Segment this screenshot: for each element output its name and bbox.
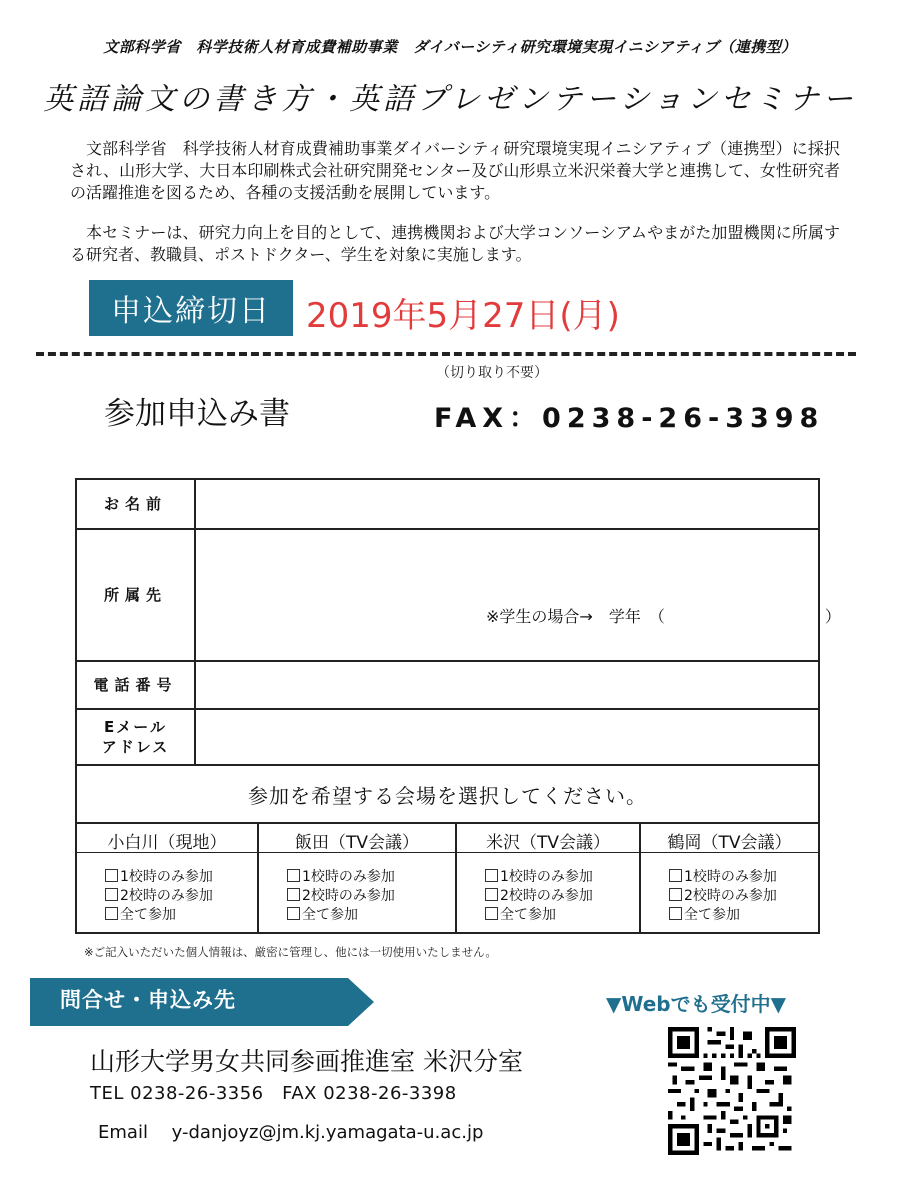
cut-note: （切り取り不要）: [436, 365, 548, 381]
form-title: 参加申込み書: [104, 396, 290, 432]
form-row-venue-prompt: [77, 766, 818, 824]
email-label: [77, 710, 196, 764]
venue-options: [641, 868, 818, 925]
tel-fax-line: TEL 0238-26-3356 FAX 0238-26-3398: [90, 1083, 457, 1104]
intro-paragraph-1: 文部科学省 科学技術人材育成費補助事業ダイバーシティ研究環境実現イニシアティブ（連携型）に採択され、山形大学、大日本印刷株式会社研究開発センター及び山形県立米沢栄養大学と連携して、女性研究者の活躍推進を図るため、各種の支援活動を展開しています。: [70, 139, 840, 202]
venue-option[interactable]: 1校時のみ参加: [77, 868, 257, 887]
venue-option[interactable]: 2校時のみ参加: [259, 887, 455, 906]
deadline-label: 申込締切日: [89, 280, 293, 336]
affiliation-label: 所属先: [77, 530, 196, 660]
office-name: 山形大学男女共同参画推進室 米沢分室: [90, 1047, 523, 1076]
application-form: [75, 478, 841, 934]
phone-label: 電話番号: [77, 662, 196, 708]
venue-option[interactable]: 全て参加: [457, 906, 639, 925]
qr-code-icon[interactable]: [668, 1027, 796, 1155]
venue-column: [77, 824, 259, 932]
venue-column: [457, 824, 641, 932]
affiliation-field[interactable]: [196, 530, 841, 660]
venue-name: 鶴岡（TV会議）: [667, 833, 792, 853]
checkbox-icon[interactable]: [485, 907, 498, 920]
checkbox-icon[interactable]: [287, 869, 300, 882]
form-row-name: [77, 480, 818, 530]
venue-options: [259, 868, 455, 925]
checkbox-icon[interactable]: [105, 907, 118, 920]
venue-option[interactable]: 2校時のみ参加: [457, 887, 639, 906]
email-label-line1: Eメール: [104, 718, 167, 736]
web-accepting-label: ▼Webでも受付中▼: [606, 992, 786, 1016]
checkbox-icon[interactable]: [669, 888, 682, 901]
deadline-date: 2019年5月27日(月): [306, 296, 620, 336]
checkbox-icon[interactable]: [485, 888, 498, 901]
cut-line-divider: [36, 352, 856, 356]
seminar-title: 英語論文の書き方・英語プレゼンテーションセミナー: [43, 82, 857, 117]
form-row-affiliation: [77, 530, 841, 662]
venue-name: 小白川（現地）: [107, 833, 227, 853]
name-field[interactable]: [196, 480, 818, 528]
contact-email[interactable]: Email y-danjoyz@jm.kj.yamagata-u.ac.jp: [98, 1122, 484, 1143]
phone-field[interactable]: [196, 662, 818, 708]
venue-option[interactable]: 1校時のみ参加: [259, 868, 455, 887]
venue-column: [641, 824, 818, 932]
venue-options: [77, 868, 257, 925]
venue-option[interactable]: 1校時のみ参加: [457, 868, 639, 887]
venue-option[interactable]: 全て参加: [77, 906, 257, 925]
email-label-line2: アドレス: [101, 738, 170, 756]
checkbox-icon[interactable]: [287, 907, 300, 920]
checkbox-icon[interactable]: [485, 869, 498, 882]
checkbox-icon[interactable]: [105, 869, 118, 882]
student-grade-note: ※学生の場合→ 学年 （ ）: [486, 607, 841, 626]
contact-banner-label: 問合せ・申込み先: [60, 988, 236, 1012]
program-header: 文部科学省 科学技術人材育成費補助事業 ダイバーシティ研究環境実現イニシアティブ（連携型）: [103, 38, 797, 56]
privacy-note: ※ご記入いただいた個人情報は、厳密に管理し、他には一切使用いたしません。: [84, 945, 497, 959]
venue-name: 飯田（TV会議）: [294, 833, 419, 853]
venue-option[interactable]: 1校時のみ参加: [641, 868, 818, 887]
venue-option[interactable]: 全て参加: [259, 906, 455, 925]
venue-option[interactable]: 全て参加: [641, 906, 818, 925]
venue-prompt: 参加を希望する会場を選択してください。: [248, 784, 647, 808]
venue-name: 米沢（TV会議）: [485, 833, 610, 853]
checkbox-icon[interactable]: [287, 888, 300, 901]
checkbox-icon[interactable]: [669, 869, 682, 882]
fax-number: FAX：0238-26-3398: [434, 403, 825, 434]
form-row-venues: [77, 824, 818, 932]
venue-column: [259, 824, 457, 932]
name-label: お名前: [77, 480, 196, 528]
venue-options: [457, 868, 639, 925]
form-row-phone: [77, 662, 818, 710]
venue-option[interactable]: 2校時のみ参加: [641, 887, 818, 906]
checkbox-icon[interactable]: [105, 888, 118, 901]
checkbox-icon[interactable]: [669, 907, 682, 920]
email-field[interactable]: [196, 710, 818, 764]
form-row-email: [77, 710, 818, 766]
intro-paragraph-2: 本セミナーは、研究力向上を目的として、連携機関および大学コンソーシアムやまがた加盟機関に所属する研究者、教職員、ポストドクター、学生を対象に実施します。: [70, 223, 840, 264]
venue-option[interactable]: 2校時のみ参加: [77, 887, 257, 906]
